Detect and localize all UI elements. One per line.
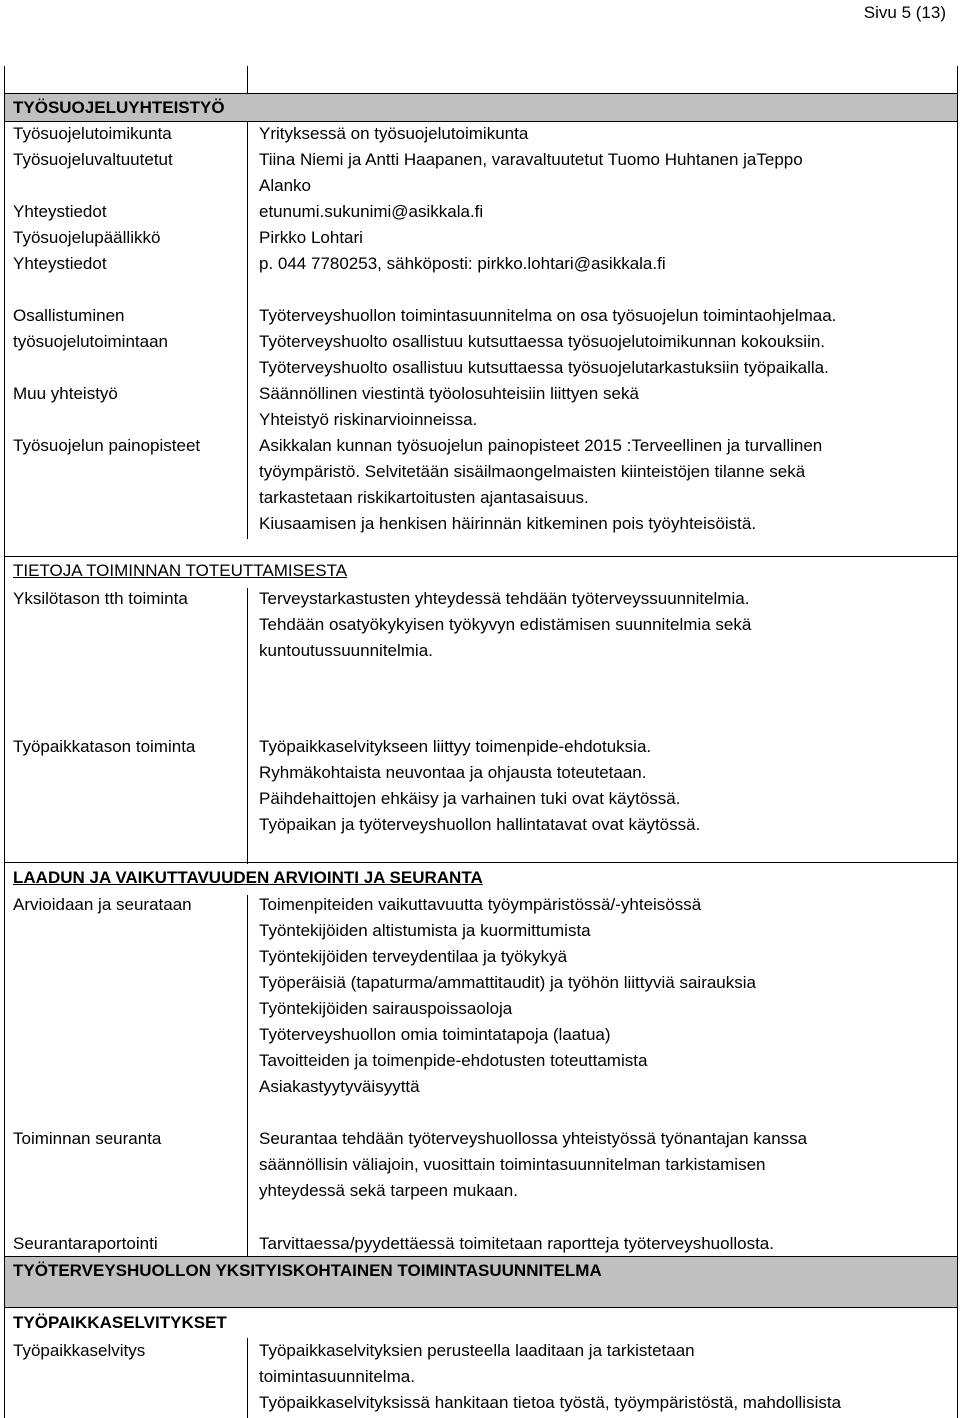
arvioidaan-text: Työperäisiä (tapaturma/ammattitaudit) ja työhön liittyviä sairauksia bbox=[259, 973, 756, 992]
left-label: Työsuojeluvaltuutetut bbox=[13, 150, 173, 169]
seuranta-text: yhteydessä sekä tarpeen mukaan. bbox=[259, 1181, 518, 1200]
table-left-border bbox=[4, 66, 5, 1418]
tyopaikkataso-text: Työpaikan ja työterveyshuollon hallintatavat ovat käytössä. bbox=[259, 815, 701, 834]
arvioidaan-text: Työterveyshuollon omia toimintatapoja (laatua) bbox=[259, 1025, 611, 1044]
column-divider bbox=[247, 1338, 248, 1418]
tyopaikkataso-text: Ryhmäkohtaista neuvontaa ja ohjausta toteutetaan. bbox=[259, 763, 647, 782]
section-heading-laadun: LAADUN JA VAIKUTTAVUUDEN ARVIOINTI JA SEURANTA bbox=[13, 868, 483, 887]
section-rule bbox=[4, 556, 958, 557]
raportointi-label: Seurantaraportointi bbox=[13, 1234, 158, 1253]
left-label: Osallistuminen bbox=[13, 306, 125, 325]
left-label: Yhteystiedot bbox=[13, 202, 107, 221]
column-divider bbox=[247, 121, 248, 539]
table-right-border bbox=[957, 66, 958, 1418]
tyopaikkataso-text: Työpaikkaselvitykseen liittyy toimenpide-ehdotuksia. bbox=[259, 737, 652, 756]
tyopaikkaselvitys-text: Työpaikkaselvityksissä hankitaan tietoa työstä, työympäristöstä, mahdollisista bbox=[259, 1393, 842, 1412]
left-label: Työsuojelupäällikkö bbox=[13, 228, 161, 247]
section-heading-tietoja: TIETOJA TOIMINNAN TOTEUTTAMISESTA bbox=[13, 561, 348, 580]
tyopaikkaselvitys-text: Työpaikkaselvityksien perusteella laaditaan ja tarkistetaan bbox=[259, 1341, 695, 1360]
left-label: työsuojelutoimintaan bbox=[13, 332, 168, 351]
left-label: Työsuojelun painopisteet bbox=[13, 436, 201, 455]
left-label: Työsuojelutoimikunta bbox=[13, 124, 172, 143]
right-text: Tiina Niemi ja Antti Haapanen, varavaltuutetut Tuomo Huhtanen jaTeppo bbox=[259, 150, 803, 169]
yksilotaso-label: Yksilötason tth toiminta bbox=[13, 589, 188, 608]
section-heading-tyosuojelu: TYÖSUOJELUYHTEISTYÖ bbox=[13, 98, 225, 117]
arvioidaan-text: Asiakastyytyväisyyttä bbox=[259, 1077, 420, 1096]
arvioidaan-text: Toimenpiteiden vaikuttavuutta työympäristössä/-yhteisössä bbox=[259, 895, 702, 914]
arvioidaan-text: Tavoitteiden ja toimenpide-ehdotusten toteuttamista bbox=[259, 1051, 648, 1070]
section-heading-tyopaikkaselvitykset: TYÖPAIKKASELVITYKSET bbox=[13, 1313, 227, 1332]
arvioidaan-label: Arvioidaan ja seurataan bbox=[13, 895, 192, 914]
right-text: Työterveyshuolto osallistuu kutsuttaessa työsuojelutarkastuksiin työpaikalla. bbox=[259, 358, 829, 377]
raportointi-text: Tarvittaessa/pyydettäessä toimitetaan raportteja työterveyshuollosta. bbox=[259, 1234, 774, 1253]
arvioidaan-text: Työntekijöiden terveydentilaa ja työkykyä bbox=[259, 947, 568, 966]
right-text: Yhteistyö riskinarvioinneissa. bbox=[259, 410, 478, 429]
right-text: Työterveyshuolto osallistuu kutsuttaessa työsuojelutoimikunnan kokouksiin. bbox=[259, 332, 826, 351]
tyopaikkataso-label: Työpaikkatason toiminta bbox=[13, 737, 196, 756]
right-text: Alanko bbox=[259, 176, 311, 195]
arvioidaan-text: Työntekijöiden sairauspoissaoloja bbox=[259, 999, 513, 1018]
column-divider bbox=[247, 588, 248, 864]
right-text: p. 044 7780253, sähköposti: pirkko.lohtari@asikkala.fi bbox=[259, 254, 666, 273]
left-label: Yhteystiedot bbox=[13, 254, 107, 273]
right-text: etunumi.sukunimi@asikkala.fi bbox=[259, 202, 484, 221]
header-rule bbox=[4, 1307, 958, 1308]
right-text: Kiusaamisen ja henkisen häirinnän kitkeminen pois työyhteisöistä. bbox=[259, 514, 757, 533]
section-heading-yksityiskohtainen: TYÖTERVEYSHUOLLON YKSITYISKOHTAINEN TOIMINTASUUNNITELMA bbox=[13, 1261, 602, 1280]
header-rule bbox=[4, 93, 958, 94]
header-rule bbox=[4, 1256, 958, 1257]
right-text: Työterveyshuollon toimintasuunnitelma on osa työsuojelun toimintaohjelmaa. bbox=[259, 306, 837, 325]
left-label: Muu yhteistyö bbox=[13, 384, 118, 403]
right-text: Yrityksessä on työsuojelutoimikunta bbox=[259, 124, 529, 143]
yksilotaso-text: Tehdään osatyökykyisen työkyvyn edistämisen suunnitelmia sekä bbox=[259, 615, 752, 634]
tyopaikkaselvitys-text: toimintasuunnitelma. bbox=[259, 1367, 415, 1386]
yksilotaso-text: Terveystarkastusten yhteydessä tehdään työterveyssuunnitelmia. bbox=[259, 589, 750, 608]
page-number: Sivu 5 (13) bbox=[863, 3, 946, 22]
tyopaikkaselvitys-label: Työpaikkaselvitys bbox=[13, 1341, 146, 1360]
seuranta-label: Toiminnan seuranta bbox=[13, 1129, 162, 1148]
column-divider bbox=[247, 895, 248, 1256]
right-text: Pirkko Lohtari bbox=[259, 228, 363, 247]
arvioidaan-text: Työntekijöiden altistumista ja kuormittumista bbox=[259, 921, 591, 940]
right-text: Asikkalan kunnan työsuojelun painopisteet 2015 :Terveellinen ja turvallinen bbox=[259, 436, 823, 455]
seuranta-text: Seurantaa tehdään työterveyshuollossa yhteistyössä työnantajan kanssa bbox=[259, 1129, 808, 1148]
right-text: Säännöllinen viestintä työolosuhteisiin liittyen sekä bbox=[259, 384, 639, 403]
seuranta-text: säännöllisin väliajoin, vuosittain toimintasuunnitelman tarkistamisen bbox=[259, 1155, 766, 1174]
right-text: tarkastetaan riskikartoitusten ajantasaisuus. bbox=[259, 488, 589, 507]
tyopaikkataso-text: Päihdehaittojen ehkäisy ja varhainen tuki ovat käytössä. bbox=[259, 789, 681, 808]
right-text: työympäristö. Selvitetään sisäilmaongelmaisten kiinteistöjen tilanne sekä bbox=[259, 462, 806, 481]
yksilotaso-text: kuntoutussuunnitelmia. bbox=[259, 641, 433, 660]
section-rule bbox=[4, 862, 958, 863]
